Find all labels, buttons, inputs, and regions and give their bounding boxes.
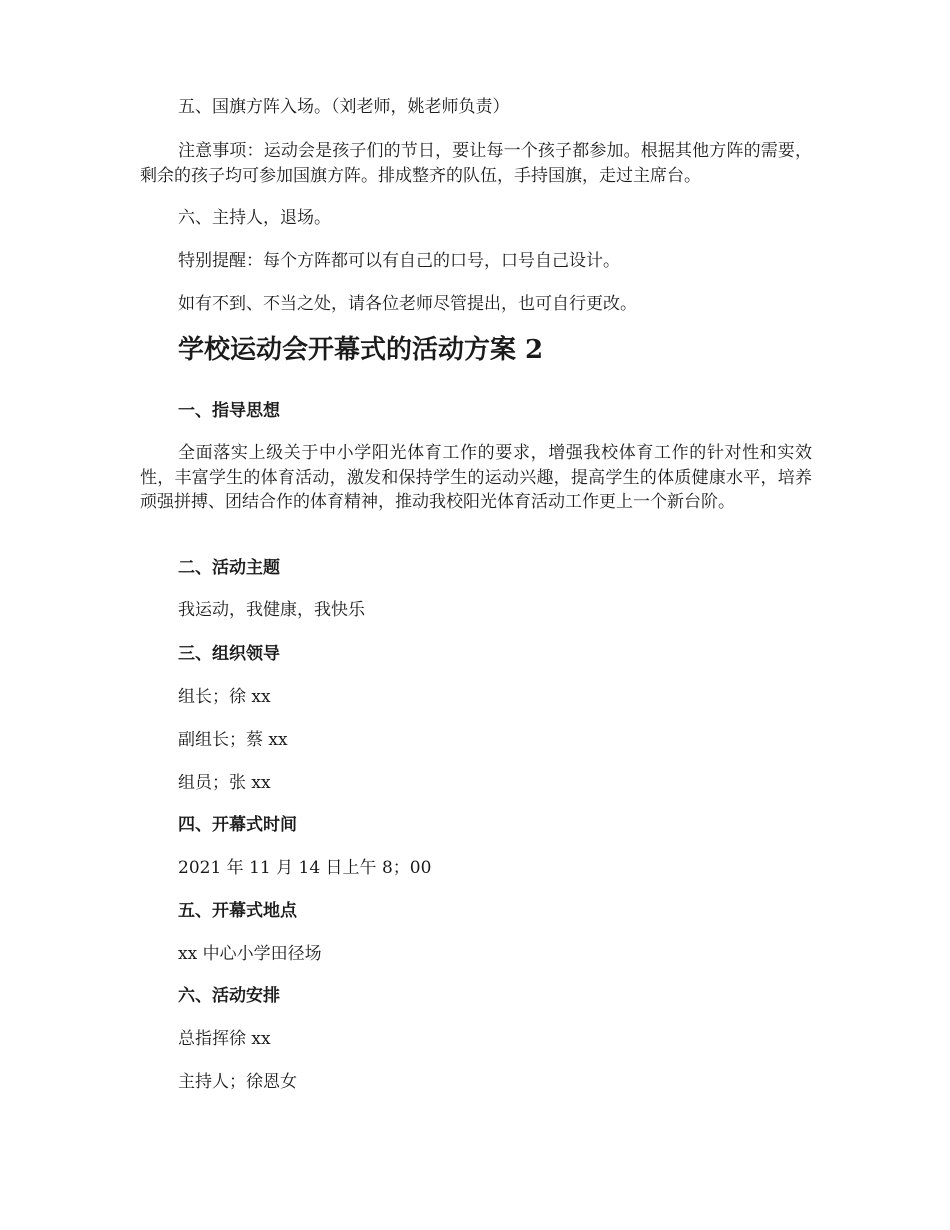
special-reminder: 特别提醒：每个方阵都可以有自己的口号，口号自己设计。 — [178, 251, 620, 271]
opening-place-text: xx 中心小学田径场 — [178, 944, 322, 964]
heading-activity-theme: 二、活动主题 — [178, 558, 280, 578]
guiding-ideology-paragraph: 全面落实上级关于中小学阳光体育工作的要求，增强我校体育工作的针对性和实效性，丰富学生的体育活动，激发和保持学生的运动兴趣，提高学生的体质健康水平，培养顽强拼搏、团结合作的体育精神，推动我校阳光体育活动工作更上一个新台阶。 — [140, 443, 812, 512]
heading-organization: 三、组织领导 — [178, 644, 280, 664]
heading-opening-place: 五、开幕式地点 — [178, 901, 297, 921]
commander-text: 总指挥徐 xx — [178, 1029, 271, 1049]
item-host-exit: 六、主持人，退场。 — [178, 208, 331, 228]
org-leader: 组长；徐 xx — [178, 687, 271, 707]
org-member: 组员；张 xx — [178, 773, 271, 793]
note-paragraph: 注意事项：运动会是孩子们的节日，要让每一个孩子都参加。根据其他方阵的需要，剩余的孩子均可参加国旗方阵。排成整齐的队伍，手持国旗，走过主席台。 — [140, 141, 812, 186]
activity-theme-text: 我运动，我健康，我快乐 — [178, 600, 365, 620]
heading-activity-arrangement: 六、活动安排 — [178, 986, 280, 1006]
document-title: 学校运动会开幕式的活动方案 2 — [178, 335, 544, 365]
host-text: 主持人；徐恩女 — [178, 1072, 297, 1092]
org-deputy: 副组长；蔡 xx — [178, 730, 288, 750]
item-flag-formation: 五、国旗方阵入场。（刘老师，姚老师负责） — [178, 97, 510, 117]
heading-opening-time: 四、开幕式时间 — [178, 815, 297, 835]
heading-guiding-ideology: 一、指导思想 — [178, 401, 280, 421]
closing-note: 如有不到、不当之处，请各位老师尽管提出，也可自行更改。 — [178, 294, 637, 314]
opening-time-text: 2021 年 11 月 14 日上午 8；00 — [178, 858, 432, 878]
